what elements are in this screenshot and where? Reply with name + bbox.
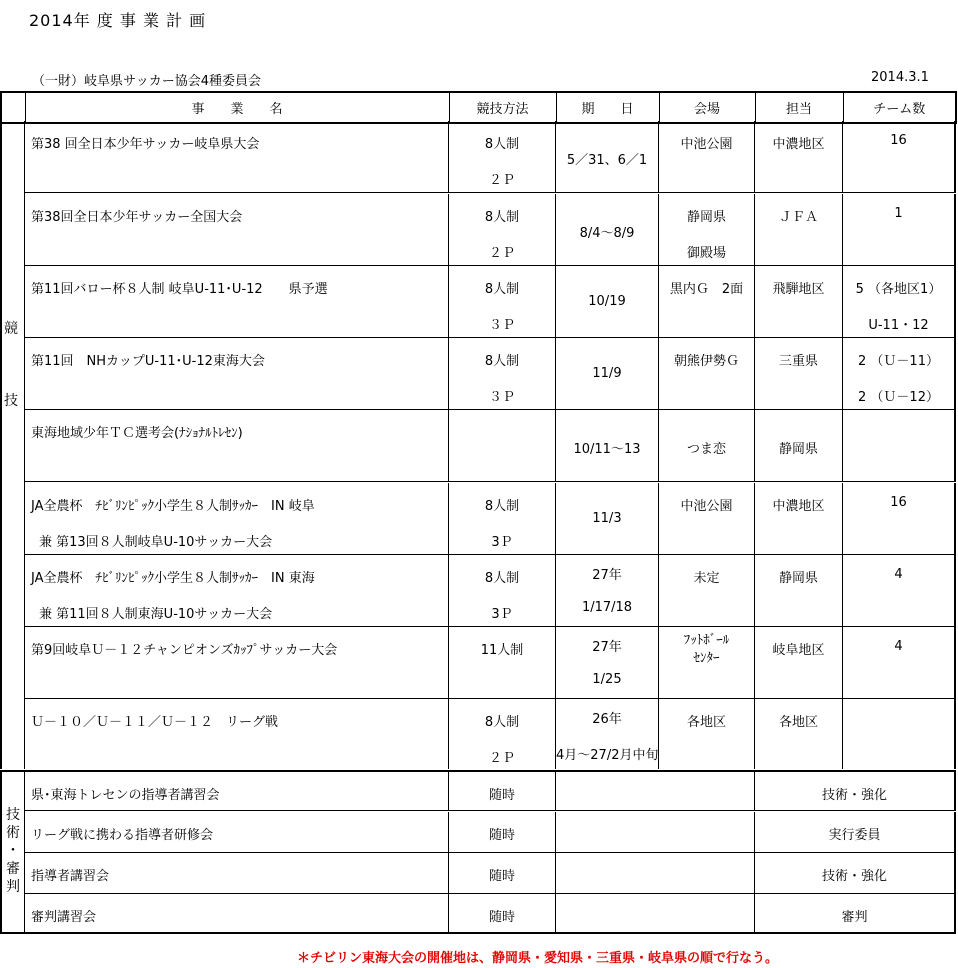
cell-name: [25, 121, 449, 193]
name-line1: JA全農杯 ﾁﾋﾞﾘﾝﾋﾟｯｸ小学生８人制ｻｯｶｰ IN 岐阜: [31, 499, 315, 514]
cell-date: [556, 627, 659, 699]
table-bottom-border: [0, 932, 956, 934]
cell-date: [556, 555, 659, 627]
method-line1: 8人制: [484, 499, 520, 514]
cell-date: [556, 410, 659, 482]
teams-line1: 16: [890, 133, 907, 148]
venue-line1: 黒内Ｇ 2面: [669, 282, 744, 297]
cell-name: [25, 699, 449, 769]
venue-line1: 中池公園: [680, 499, 733, 514]
cell-charge: [755, 121, 843, 193]
cell-venue: [659, 483, 755, 555]
cell-charge: [755, 699, 843, 769]
date-text: 11/9: [592, 366, 622, 381]
date-line1: 27年: [592, 568, 622, 583]
charge-text: 岐阜地区: [772, 643, 825, 658]
date-text: 8/4～8/9: [579, 226, 635, 241]
tech-date-cell: [556, 853, 755, 894]
name-line1: 第9回岐阜Ｕ－１２チャンピオンズｶｯﾌﾟサッカー大会: [31, 643, 338, 658]
category-tech-label: 技 術 ・ 審 判: [6, 807, 20, 895]
cell-method: [449, 194, 556, 266]
document-date: 2014.3.1: [871, 70, 929, 85]
tech-method-cell: [449, 812, 556, 853]
tech-method: 随時: [488, 869, 515, 884]
cell-teams: [843, 194, 956, 266]
tech-method-cell: [449, 894, 556, 934]
method-line2: ３Ｐ: [488, 318, 515, 333]
tech-date-cell: [556, 812, 755, 853]
date-text: 5／31、6／1: [566, 153, 648, 168]
date-text: 11/3: [592, 511, 622, 526]
teams-line2: U-11・12: [868, 318, 929, 333]
category-competition: [0, 121, 25, 769]
name-line1: 第11回 NHカップU-11･U-12東海大会: [31, 354, 265, 369]
date-line2: 1/25: [592, 672, 622, 687]
cell-venue: [659, 266, 755, 338]
cell-name: [25, 266, 449, 338]
cell-charge: [755, 266, 843, 338]
tech-method-cell: [449, 770, 556, 811]
method-line2: 3Ｐ: [491, 607, 513, 622]
name-line2: 兼 第11回８人制東海U-10サッカー大会: [39, 607, 273, 622]
charge-text: 三重県: [778, 354, 818, 369]
cell-name: [25, 555, 449, 627]
header-name: 事 業 名: [25, 92, 449, 123]
venue-line1: 各地区: [686, 715, 726, 730]
tech-name-cell: [25, 770, 449, 811]
header-method: 競技方法: [449, 92, 556, 123]
name-line1: 第38 回全日本少年サッカー岐阜県大会: [31, 137, 260, 152]
header-charge: 担当: [755, 92, 843, 123]
name-line1: 第11回バロー杯８人制 岐阜U-11･U-12 県予選: [31, 282, 328, 297]
table-left-border: [0, 91, 25, 121]
tech-charge-cell: [755, 770, 956, 811]
cell-teams: [843, 555, 956, 627]
method-line2: ２Ｐ: [488, 751, 515, 766]
tech-method: 随時: [488, 788, 515, 803]
date-line1: 26年: [592, 712, 622, 727]
header-date: 期 日: [556, 92, 659, 123]
cell-charge: [755, 410, 843, 482]
teams-line1: 1: [894, 206, 903, 221]
table-header: [0, 92, 956, 123]
method-line2: ３Ｐ: [488, 390, 515, 405]
name-line2: 兼 第13回８人制岐阜U-10サッカー大会: [39, 535, 273, 550]
tech-charge-cell: [755, 812, 956, 853]
tech-method: 随時: [488, 910, 515, 925]
venue-line1: 中池公園: [680, 137, 733, 152]
cell-date: [556, 194, 659, 266]
tech-date-cell: [556, 894, 755, 934]
footnote: ＊チビリン東海大会の開催地は、静岡県・愛知県・三重県・岐阜県の順で行なう。: [297, 951, 779, 966]
tech-name-cell: [25, 812, 449, 853]
cell-charge: [755, 555, 843, 627]
cell-date: [556, 121, 659, 193]
plan-table: [0, 91, 957, 124]
cell-date: [556, 483, 659, 555]
venue-line1: ﾌｯﾄﾎﾞｰﾙ: [683, 633, 730, 648]
date-line1: 27年: [592, 640, 622, 655]
cell-teams: [843, 627, 956, 699]
tech-date-cell: [556, 770, 755, 811]
tech-name-cell: [25, 894, 449, 934]
venue-line2: 御殿場: [686, 246, 726, 261]
cell-venue: [659, 555, 755, 627]
tech-charge: 技術・強化: [821, 869, 887, 884]
method-line2: ２Ｐ: [488, 173, 515, 188]
cell-method: [449, 266, 556, 338]
method-line1: 8人制: [484, 354, 520, 369]
cell-teams: [843, 410, 956, 482]
date-line2: 1/17/18: [581, 600, 633, 615]
header-teams: チーム数: [843, 92, 956, 123]
tech-name-cell: [25, 853, 449, 894]
tech-charge: 技術・強化: [821, 788, 887, 803]
cell-method: [449, 410, 556, 482]
date-text: 10/19: [588, 294, 626, 309]
cell-method: [449, 121, 556, 193]
method-line2: 3Ｐ: [491, 535, 513, 550]
cell-date: [556, 338, 659, 410]
tech-name: 県･東海トレセンの指導者講習会: [31, 788, 220, 803]
method-line1: 8人制: [484, 210, 520, 225]
method-line1: 8人制: [484, 137, 520, 152]
cell-method: [449, 555, 556, 627]
method-line1: 8人制: [484, 571, 520, 586]
name-line1: Ｕ－１０／Ｕ－１１／Ｕ－１２ リーグ戦: [31, 715, 279, 730]
cell-venue: [659, 410, 755, 482]
category-competition-label: 競 技: [4, 321, 18, 409]
name-line1: JA全農杯 ﾁﾋﾞﾘﾝﾋﾟｯｸ小学生８人制ｻｯｶｰ IN 東海: [31, 571, 315, 586]
cell-name: [25, 627, 449, 699]
charge-text: 中濃地区: [772, 137, 825, 152]
page-title: 2014年 度 事 業 計 画: [29, 11, 207, 30]
cell-venue: [659, 699, 755, 769]
cell-charge: [755, 483, 843, 555]
cell-teams: [843, 121, 956, 193]
method-line2: ２Ｐ: [488, 246, 515, 261]
cell-method: [449, 338, 556, 410]
category-tech: [0, 770, 25, 934]
venue-line2: ｾﾝﾀｰ: [693, 651, 720, 666]
charge-text: 静岡県: [778, 442, 818, 457]
cell-teams: [843, 266, 956, 338]
cell-charge: [755, 627, 843, 699]
header-venue: 会場: [659, 92, 755, 123]
tech-name: リーグ戦に携わる指導者研修会: [31, 828, 214, 843]
cell-venue: [659, 338, 755, 410]
tech-name: 審判講習会: [31, 910, 97, 925]
cell-charge: [755, 194, 843, 266]
cell-teams: [843, 338, 956, 410]
organization-name: （一財）岐阜県サッカー協会4種委員会: [32, 74, 262, 89]
teams-line1: 2 （Ｕ－11）: [858, 354, 939, 369]
name-line1: 第38回全日本少年サッカー全国大会: [31, 210, 243, 225]
method-line1: 8人制: [484, 715, 520, 730]
cell-method: [449, 627, 556, 699]
cell-teams: [843, 483, 956, 555]
venue-line1: 未定: [693, 571, 720, 586]
tech-method-cell: [449, 853, 556, 894]
teams-line1: 16: [890, 495, 907, 510]
teams-line2: 2 （Ｕ－12）: [858, 390, 939, 405]
charge-text: 中濃地区: [772, 499, 825, 514]
tech-charge: 実行委員: [828, 828, 881, 843]
name-line1: 東海地域少年ＴＣ選考会(ﾅｼｮﾅﾙﾄﾚｾﾝ): [31, 426, 243, 441]
cell-name: [25, 194, 449, 266]
cell-name: [25, 483, 449, 555]
charge-text: 各地区: [778, 715, 818, 730]
cell-venue: [659, 121, 755, 193]
venue-line1: つま恋: [686, 442, 726, 457]
tech-charge-cell: [755, 894, 956, 934]
charge-text: ＪＦＡ: [778, 210, 818, 225]
cell-name: [25, 410, 449, 482]
teams-line1: 5 （各地区1）: [855, 282, 942, 297]
date-text: 10/11～13: [573, 442, 641, 457]
cell-teams: [843, 699, 956, 769]
venue-line1: 静岡県: [686, 210, 726, 225]
method-line1: 8人制: [484, 282, 520, 297]
date-line2: 4月～27/2月中旬: [556, 748, 659, 763]
venue-line1: 朝熊伊勢Ｇ: [673, 354, 739, 369]
cell-date: [556, 699, 659, 769]
method-line1: 11人制: [480, 643, 524, 658]
cell-method: [449, 483, 556, 555]
cell-date: [556, 266, 659, 338]
teams-line1: 4: [894, 639, 903, 654]
cell-name: [25, 338, 449, 410]
tech-charge: 審判: [841, 910, 868, 925]
charge-text: 静岡県: [778, 571, 818, 586]
tech-charge-cell: [755, 853, 956, 894]
cell-venue: [659, 194, 755, 266]
tech-name: 指導者講習会: [31, 869, 110, 884]
charge-text: 飛騨地区: [772, 282, 825, 297]
cell-method: [449, 699, 556, 769]
cell-charge: [755, 338, 843, 410]
cell-venue: [659, 627, 755, 699]
teams-line1: 4: [894, 567, 903, 582]
tech-method: 随時: [488, 828, 515, 843]
